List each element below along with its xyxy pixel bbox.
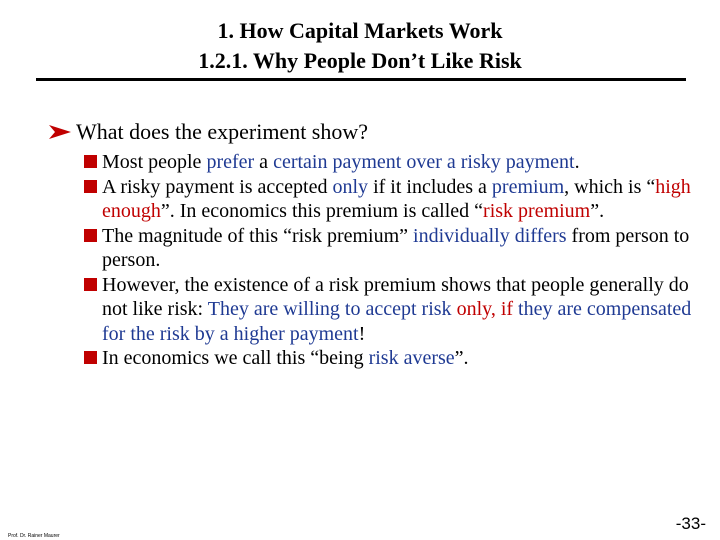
question-text: What does the experiment show?: [76, 119, 369, 144]
bullet-text-segment: ”. In economics this premium is called “: [160, 200, 484, 222]
bullet-text-segment: They are willing to accept risk: [207, 298, 457, 320]
bullet-list: [84, 150, 714, 371]
bullet-text-segment: , which is “: [564, 175, 656, 198]
square-bullet-icon: [84, 155, 97, 168]
bullet-item: [84, 346, 714, 371]
bullet-text-segment: risk premium: [483, 200, 591, 222]
bullet-text-segment: only: [332, 175, 369, 198]
page-number: -33-: [675, 514, 706, 533]
slide-title: [0, 16, 720, 76]
square-bullet-icon: [84, 351, 97, 364]
bullet-text-segment: Most people: [102, 151, 207, 173]
footer-author: Prof. Dr. Rainer Maurer: [8, 533, 60, 539]
bullet-text-segment: A risky payment is accepted: [102, 175, 333, 198]
bullet-item: [84, 273, 714, 347]
bullet-text-segment: risk averse: [368, 347, 455, 369]
square-bullet-icon: [84, 278, 97, 291]
bullet-text-segment: they are compensated for the risk by a higher payment: [102, 298, 692, 345]
bullet-text-segment: only, if: [456, 298, 514, 320]
bullet-text-segment: The magnitude of this “risk premium”: [102, 224, 414, 247]
bullet-text-segment: if it includes a: [368, 175, 492, 198]
bullet-text-segment: .: [574, 151, 580, 173]
bullet-text-segment: individually differs: [413, 224, 567, 247]
arrow-bullet-icon: [48, 123, 72, 141]
bullet-text-segment: !: [358, 322, 366, 345]
bullet-text-segment: high enough: [102, 175, 691, 222]
bullet-item: [84, 175, 714, 224]
bullet-text-segment: However, the existence of a risk premium shows that people generally do not like risk:: [102, 273, 689, 320]
question-item: [48, 118, 368, 146]
bullet-item: [84, 224, 714, 273]
bullet-text-segment: from person to person.: [102, 224, 690, 271]
bullet-text-segment: In economics we call this “being: [102, 347, 369, 369]
bullet-text-segment: a: [254, 151, 274, 173]
bullet-text-segment: ”.: [454, 347, 469, 369]
square-bullet-icon: [84, 180, 97, 193]
bullet-text-segment: prefer: [206, 151, 255, 173]
bullet-text-segment: premium: [491, 175, 565, 198]
square-bullet-icon: [84, 229, 97, 242]
title-line-1: 1. How Capital Markets Work: [217, 18, 503, 43]
title-line-2: 1.2.1. Why People Don’t Like Risk: [198, 48, 522, 73]
title-underline: [36, 78, 686, 81]
bullet-item: [84, 150, 714, 175]
bullet-text-segment: certain payment over a risky payment: [273, 151, 575, 173]
bullet-text-segment: ”.: [590, 200, 605, 222]
